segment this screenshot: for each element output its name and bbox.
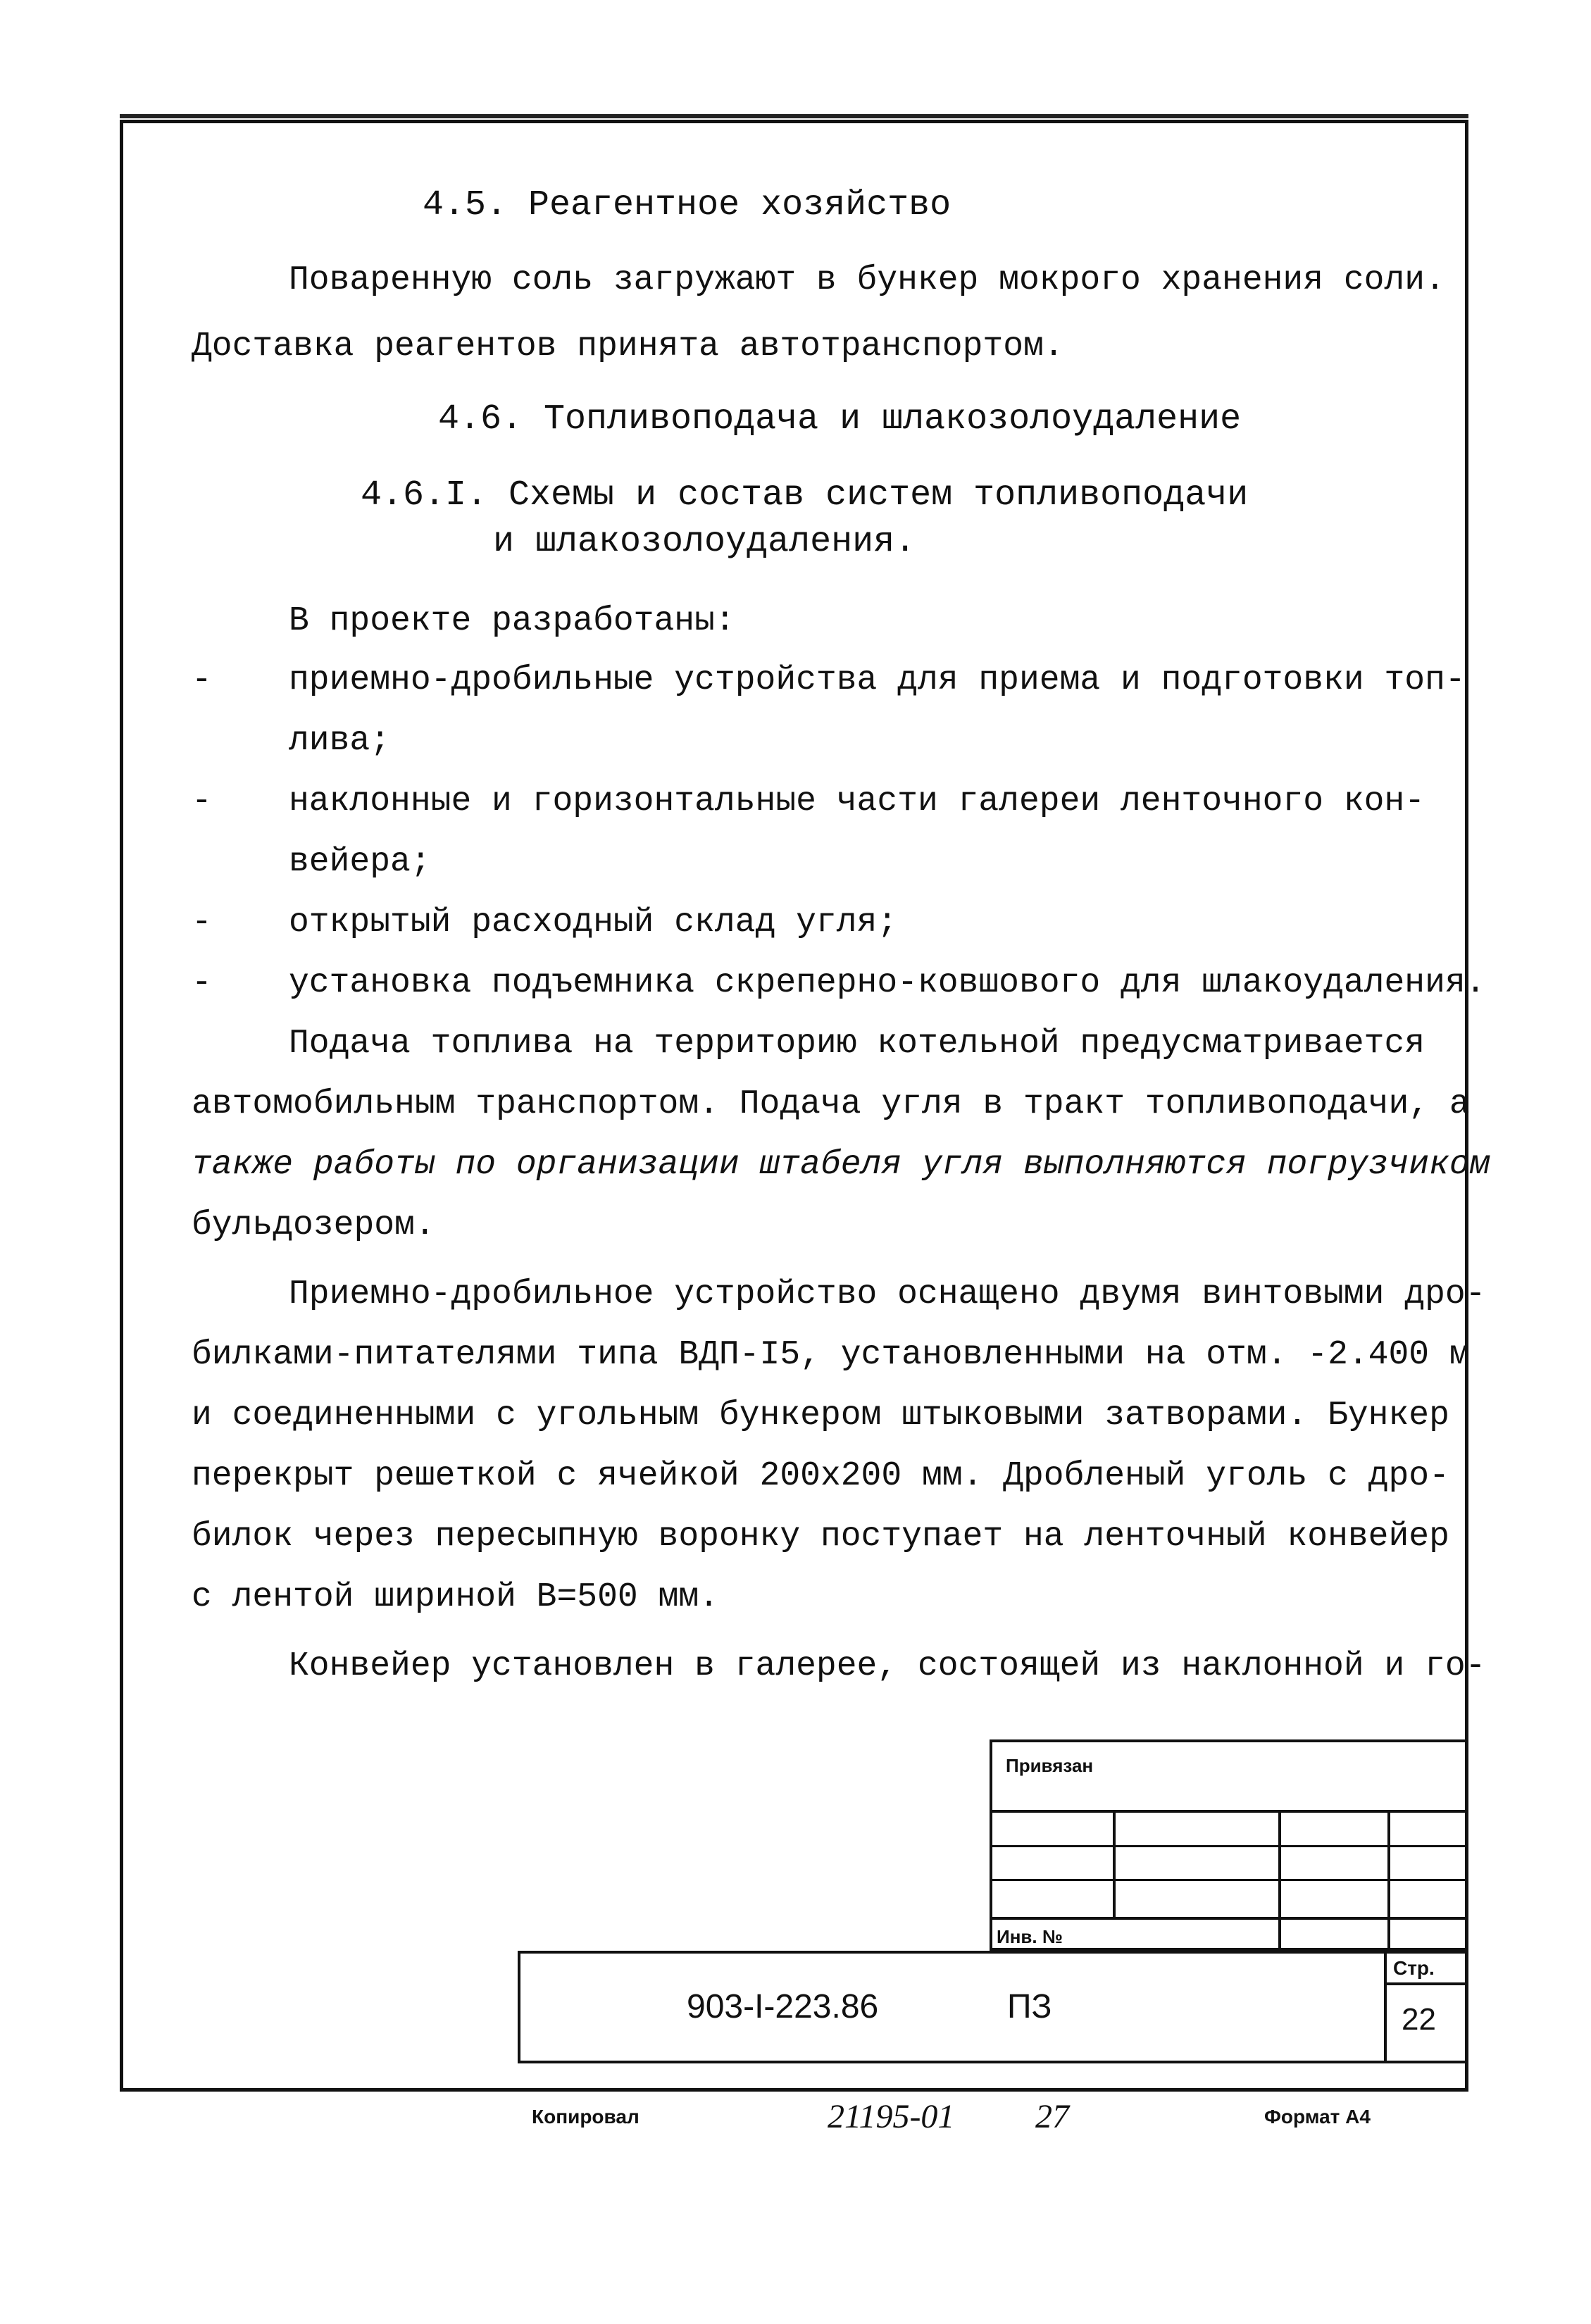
list-item: наклонные и горизонтальные части галереи ленточного кон- [289,782,1425,820]
paragraph-line: Подача топлива на территорию котельной предусматривается [289,1025,1425,1063]
stamp-divider [990,1810,1468,1813]
heading-4-5: 4.5. Реагентное хозяйство [423,185,952,225]
privyazan-label: Привязан [1006,1755,1094,1776]
bullet-marker: - [192,661,212,699]
stamp-divider [1384,1982,1468,1985]
paragraph-line: бульдозером. [192,1206,435,1244]
format-label: Формат А4 [1264,2106,1371,2128]
list-item-cont: лива; [289,722,391,760]
stamp-divider [990,1879,1468,1881]
list-item: установка подъемника скреперно-ковшового для шлакоудаления. [289,964,1486,1002]
handwritten-page: 27 [1035,2098,1069,2135]
handwritten-number: 21195-01 [828,2098,955,2135]
heading-4-6: 4.6. Топливоподача и шлакозолоудаление [438,399,1242,439]
paragraph-line: билок через пересыпную воронку поступает на ленточный конвейер [192,1518,1449,1556]
paragraph-line: билками-питателями типа ВДП-I5, установленными на отм. -2.400 м [192,1336,1470,1374]
top-border-line [120,114,1468,118]
stamp-col [1387,1810,1390,1951]
paragraph-line: Доставка реагентов принята автотранспортом. [192,327,1064,366]
copied-label: Копировал [532,2106,639,2128]
list-item: приемно-дробильные устройства для приема и подготовки топ- [289,661,1466,699]
list-item: открытый расходный склад угля; [289,904,898,942]
heading-4-6-1-cont: и шлакозолоудаления. [493,522,916,562]
page-number: 22 [1402,2002,1436,2037]
page-label: Стр. [1393,1957,1435,1979]
paragraph-line: с лентой шириной В=500 мм. [192,1578,719,1616]
list-item-cont: вейера; [289,843,431,881]
stamp-divider [990,1917,1468,1920]
stamp-divider [990,1845,1468,1847]
paragraph-line: автомобильным транспортом. Подача угля в тракт топливоподачи, а [192,1085,1470,1123]
heading-4-6-1: 4.6.I. Схемы и состав систем топливоподачи [361,475,1249,516]
doc-code: 903-I-223.86 [687,1988,879,2025]
bullet-marker: - [192,904,212,942]
stamp-col [1113,1810,1116,1917]
inv-no-label: Инв. № [997,1926,1063,1947]
paragraph-line: также работы по организации штабеля угля выполняются погрузчиком [192,1146,1490,1184]
intro-text: В проекте разработаны: [289,602,735,640]
bullet-marker: - [192,964,212,1002]
paragraph-line: и соединенными с угольным бункером штыковыми затворами. Бункер [192,1397,1449,1435]
bullet-marker: - [192,782,212,820]
doc-code-box [518,1951,1468,2063]
doc-type: ПЗ [1007,1988,1052,2025]
paragraph-line: перекрыт решеткой с ячейкой 200х200 мм. Дробленый уголь с дро- [192,1457,1449,1495]
paragraph-line: Приемно-дробильное устройство оснащено двумя винтовыми дро- [289,1275,1486,1313]
stamp-col [1278,1810,1281,1951]
paragraph-line: Поваренную соль загружают в бункер мокрого хранения соли. [289,261,1445,299]
paragraph-line: Конвейер установлен в галерее, состоящей из наклонной и го- [289,1647,1486,1685]
stamp-col [1384,1951,1387,2063]
